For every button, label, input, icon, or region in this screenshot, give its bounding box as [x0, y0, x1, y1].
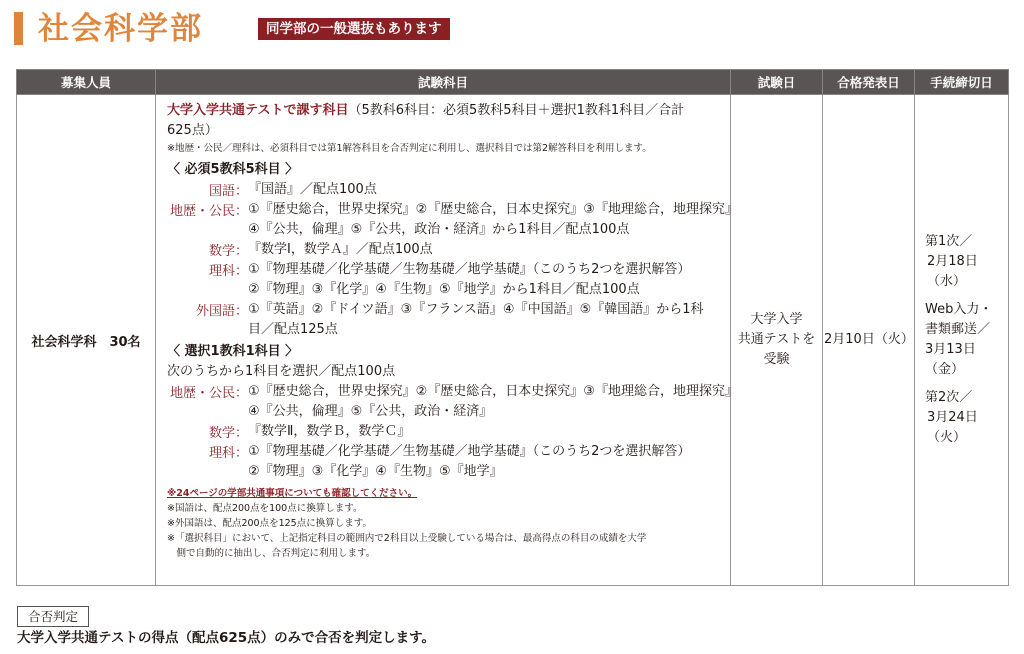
- req-japanese: [167, 180, 720, 200]
- opt-science-text-2: ②『物理』③『化学』④『生物』⑤『地学』: [248, 464, 503, 479]
- opt-science-text: ①『物理基礎／化学基礎／生物基礎／地学基礎』（このうち2つを選択解答）: [248, 444, 691, 459]
- header-capacity: 募集人員: [17, 70, 156, 95]
- deadline-web-label: Web入力・: [925, 302, 993, 317]
- label-opt-science: 理科：: [208, 446, 248, 461]
- page-title: 社会科学部: [38, 11, 203, 47]
- subjects-summary: （5教科6科目：必須5教科5科目＋選択1教科1科目／合計: [348, 103, 685, 118]
- required-heading: 〈 必須5教科5科目 〉: [167, 162, 299, 177]
- req-science: [167, 260, 720, 280]
- req-history-civics: [167, 200, 738, 220]
- exam-date-line-3: 受験: [763, 352, 790, 367]
- common-test-subjects-heading: 大学入学共通テストで課す科目: [167, 103, 349, 118]
- note-japanese-conversion: ※国語は、配点200点を100点に換算します。: [167, 503, 363, 514]
- req-history-civics-text-2: ④『公共，倫理』⑤『公共，政治・経済』から1科目／配点100点: [248, 222, 630, 237]
- opt-history-civics: [167, 382, 738, 402]
- table-header-row: [17, 70, 1009, 95]
- deadline-first-date: 2月18日（水）: [927, 254, 978, 289]
- exam-date-line-2: 共通テストを: [737, 332, 816, 347]
- optional-intro: 次のうちから1科目を選択／配点100点: [167, 364, 396, 379]
- note-foreign-conversion: ※外国語は、配点200点を125点に換算します。: [167, 518, 372, 529]
- req-foreign-lang-text-2: 目／配点125点: [248, 322, 338, 337]
- table-row: [17, 95, 1009, 586]
- header-exam-date: 試験日: [731, 70, 823, 95]
- deadline-cell: [915, 95, 1009, 586]
- judgment-text: 大学入学共通テストの得点（配点625点）のみで合否を判定します。: [17, 630, 436, 646]
- optional-heading: 〈 選択1教科1科目 〉: [167, 344, 299, 359]
- note-common-items: ※24ページの学部共通事項についても確認してください。: [167, 488, 418, 499]
- general-selection-badge: 同学部の一般選抜もあります: [258, 18, 450, 40]
- deadline-web: [925, 300, 1007, 380]
- deadline-web-date: 3月13日（金）: [925, 342, 976, 377]
- label-opt-history-civics: 地歴・公民：: [169, 386, 248, 401]
- subjects-cell: [156, 95, 738, 586]
- label-japanese: 国語：: [208, 184, 248, 199]
- req-japanese-text: 『国語』／配点100点: [248, 182, 377, 197]
- req-science-text: ①『物理基礎／化学基礎／生物基礎／地学基礎』（このうち2つを選択解答）: [248, 262, 691, 277]
- req-science-text-2: ②『物理』③『化学』④『生物』⑤『地学』から1科目／配点100点: [248, 282, 640, 297]
- deadline-second: [925, 388, 1007, 448]
- req-foreign-lang: [167, 300, 720, 320]
- exam-date-cell: [731, 95, 823, 586]
- opt-history-civics-text-2: ④『公共，倫理』⑤『公共，政治・経済』: [248, 404, 493, 419]
- header-deadline: 手続締切日: [915, 70, 1009, 95]
- note-subject-answer: ※地歴・公民／理科は、必須科目では第1解答科目を合否判定に利用し、選択科目では第2解答科目を利用します。: [167, 143, 652, 154]
- title-accent-bar: [14, 12, 23, 45]
- exam-date-line-1: 大学入学: [750, 312, 803, 327]
- deadline-second-date: 3月24日（火）: [927, 410, 978, 445]
- label-foreign-lang: 外国語：: [195, 304, 248, 319]
- opt-history-civics-text: ①『歴史総合，世界史探究』②『歴史総合，日本史探究』③『地理総合，地理探究』: [248, 384, 738, 399]
- deadline-second-label: 第2次／: [925, 390, 973, 405]
- admission-table: [16, 69, 1009, 586]
- label-history-civics: 地歴・公民：: [169, 204, 248, 219]
- deadline-first-label: 第1次／: [925, 234, 973, 249]
- req-history-civics-text: ①『歴史総合，世界史探究』②『歴史総合，日本史探究』③『地理総合，地理探究』: [248, 202, 738, 217]
- opt-math: [167, 422, 720, 442]
- label-math: 数学：: [208, 244, 248, 259]
- req-foreign-lang-text: ①『英語』②『ドイツ語』③『フランス語』④『中国語』⑤『韓国語』から1科: [248, 302, 704, 317]
- note-selection-rule-2: 側で自動的に抽出し、合否判定に利用します。: [167, 548, 376, 559]
- req-math: [167, 240, 720, 260]
- judgment-label: 合否判定: [17, 606, 89, 627]
- department-capacity: 社会科学科 30名: [17, 95, 156, 586]
- opt-math-text: 『数学Ⅱ，数学Ｂ，数学Ｃ』: [248, 424, 411, 439]
- label-science: 理科：: [208, 264, 248, 279]
- req-math-text: 『数学Ⅰ，数学Ａ』／配点100点: [248, 242, 433, 257]
- deadline-first: [925, 232, 1007, 292]
- subjects-summary-cont: 625点）: [167, 123, 218, 138]
- header-subjects: 試験科目: [156, 70, 731, 95]
- note-selection-rule: ※「選択科目」において、上記指定科目の範囲内で2科目以上受験している場合は、最高得点の科目の成績を大学: [167, 533, 647, 544]
- label-opt-math: 数学：: [208, 426, 248, 441]
- announce-date: 2月10日（火）: [823, 95, 915, 586]
- deadline-web-label-2: 書類郵送／: [925, 322, 991, 337]
- opt-science: [167, 442, 720, 462]
- header-announce-date: 合格発表日: [823, 70, 915, 95]
